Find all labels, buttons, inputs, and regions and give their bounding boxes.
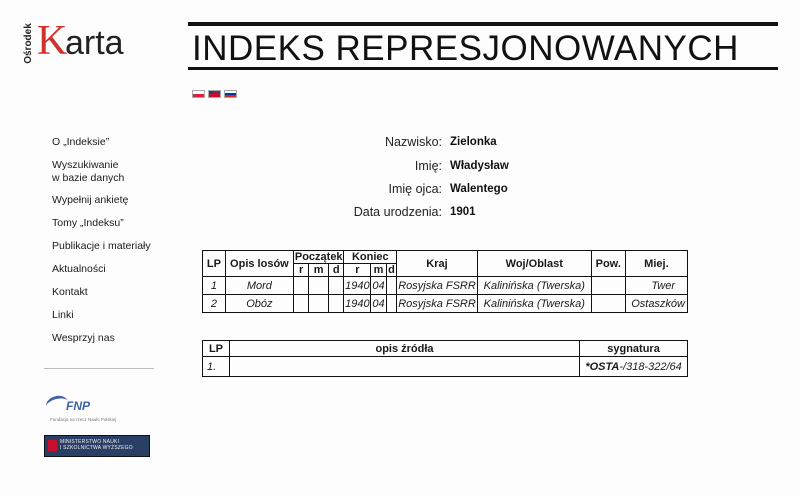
birthdate-row	[300, 205, 442, 221]
sidebar-item-support[interactable]: Wesprzyj nas	[52, 332, 115, 344]
col-header-lp: LP	[203, 251, 226, 277]
cell-opis: Obóz	[225, 295, 293, 313]
col-header-kraj: Kraj	[397, 251, 478, 277]
ministry-line2: I SZKOLNICTWA WYŻSZEGO	[60, 445, 133, 451]
firstname-row	[300, 159, 442, 175]
cell-pow	[591, 277, 625, 295]
table-header-row	[203, 251, 688, 264]
cell-woj: Kalinińska (Twerska)	[477, 295, 591, 313]
cell-opis: Mord	[225, 277, 293, 295]
ministry-logo[interactable]	[44, 435, 150, 457]
eagle-emblem-icon	[48, 440, 57, 451]
cell-miej: Ostaszków	[625, 295, 687, 313]
src-header-opis: opis źródła	[229, 341, 579, 357]
cell-p-d	[329, 295, 344, 313]
cell-pow	[591, 295, 625, 313]
cell-k-r: 1940	[344, 295, 371, 313]
col-header-woj: Woj/Oblast	[477, 251, 591, 277]
cell-k-m: 04	[371, 277, 387, 295]
sidebar-divider	[44, 368, 154, 369]
cell-p-m	[309, 277, 329, 295]
src-header-lp: LP	[203, 341, 230, 357]
sig-bold: *OSTA	[585, 360, 620, 373]
flag-poland-icon[interactable]	[192, 90, 205, 98]
cell-miej: Twer	[625, 277, 687, 295]
src-cell-lp: 1.	[203, 357, 230, 377]
table-row	[203, 277, 688, 295]
table-row	[203, 357, 688, 377]
sidebar-item-survey[interactable]: Wypełnij ankietę	[52, 194, 129, 206]
sidebar-item-links[interactable]: Linki	[52, 309, 74, 321]
fnp-logo[interactable]	[46, 396, 146, 426]
sig-rest: -/318-322/64	[619, 360, 682, 373]
surname-row	[300, 135, 442, 151]
surname-value: Zielonka	[450, 136, 497, 148]
cell-p-d	[329, 277, 344, 295]
col-header-p-d: d	[329, 264, 344, 277]
src-cell-opis	[229, 357, 579, 377]
birthdate-value: 1901	[450, 206, 476, 218]
father-label: Imię ojca:	[388, 182, 442, 196]
cell-kraj: Rosyjska FSRR	[397, 277, 478, 295]
birthdate-label: Data urodzenia:	[353, 205, 442, 219]
page-title-banner	[188, 22, 778, 70]
repressions-table	[202, 250, 688, 313]
sources-header-row	[203, 341, 688, 357]
cell-woj: Kalinińska (Twerska)	[477, 277, 591, 295]
col-header-p-m: m	[309, 264, 329, 277]
src-header-sygnatura: sygnatura	[580, 341, 688, 357]
cell-kraj: Rosyjska FSRR	[397, 295, 478, 313]
logo-brand-text: arta	[65, 24, 124, 62]
karta-logo[interactable]	[24, 18, 174, 68]
cell-k-d	[386, 277, 396, 295]
firstname-value: Władysław	[450, 160, 509, 172]
logo-letter-k: K	[37, 18, 68, 64]
flag-russia-icon[interactable]	[224, 90, 237, 98]
cell-k-d	[386, 295, 396, 313]
col-header-opis: Opis losów	[225, 251, 293, 277]
cell-k-m: 04	[371, 295, 387, 313]
cell-p-r	[294, 277, 309, 295]
col-header-k-m: m	[371, 264, 387, 277]
col-header-k-d: d	[388, 264, 395, 276]
sidebar-item-search[interactable]: Wyszukiwanie	[52, 159, 119, 171]
father-value: Walentego	[450, 183, 508, 195]
src-cell-sygnatura	[580, 357, 688, 377]
cell-lp: 1	[203, 277, 226, 295]
ministry-line1: MINISTERSTWO NAUKI	[60, 439, 120, 445]
firstname-label: Imię:	[414, 159, 442, 173]
fnp-logo-subtitle: Fundacja na rzecz Nauki Polskiej	[50, 417, 117, 422]
logo-side-text: Ośrodek	[22, 23, 34, 64]
sidebar-item-volumes[interactable]: Tomy „Indeksu”	[52, 217, 124, 229]
sidebar-item-publications[interactable]: Publikacje i materiały	[52, 240, 151, 252]
surname-label: Nazwisko:	[385, 135, 442, 149]
table-row	[203, 295, 688, 313]
col-header-miej: Miej.	[625, 251, 687, 277]
cell-p-r	[294, 295, 309, 313]
sidebar-item-news[interactable]: Aktualności	[52, 263, 106, 275]
fnp-logo-text: FNP	[66, 399, 90, 413]
col-header-k-r: r	[344, 264, 371, 277]
cell-p-m	[309, 295, 329, 313]
language-switcher	[192, 90, 237, 98]
sidebar-item-search-line2[interactable]: w bazie danych	[52, 172, 125, 184]
sidebar-item-contact[interactable]: Kontakt	[52, 286, 88, 298]
sidebar-item-about[interactable]: O „Indeksie”	[52, 136, 110, 148]
cell-lp: 2	[203, 295, 226, 313]
flag-uk-icon[interactable]	[208, 90, 221, 98]
father-row	[300, 182, 442, 198]
col-header-koniec: Koniec	[344, 251, 397, 264]
col-header-p-r: r	[294, 264, 309, 277]
page-title: INDEKS REPRESJONOWANYCH	[192, 29, 739, 68]
cell-k-r: 1940	[344, 277, 371, 295]
col-header-poczatek: Początek	[294, 251, 343, 263]
sources-table	[202, 340, 688, 377]
col-header-pow: Pow.	[591, 251, 625, 277]
